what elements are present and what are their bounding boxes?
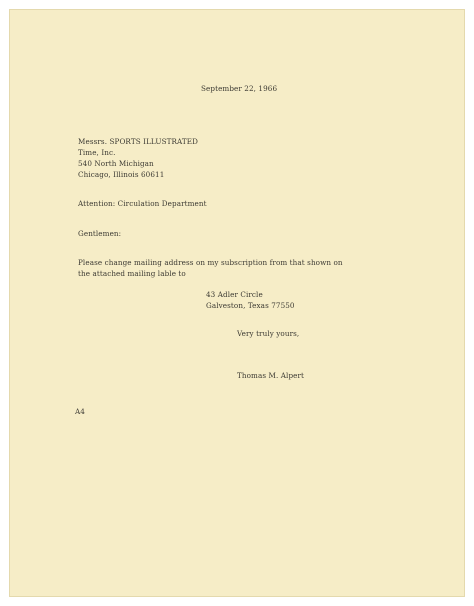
recipient-line-3: 540 North Michigan — [78, 159, 154, 168]
new-address-line-1: 43 Adler Circle — [206, 290, 263, 299]
body-line-1: Please change mailing address on my subscription from that shown on — [78, 258, 343, 267]
signature-name: Thomas M. Alpert — [237, 371, 305, 380]
body-line-2: the attached mailing lable to — [78, 269, 186, 278]
recipient-line-2: Time, Inc. — [78, 148, 116, 157]
new-address-line-2: Galveston, Texas 77550 — [206, 301, 295, 310]
attention-line: Attention: Circulation Department — [78, 199, 207, 208]
reference-initials: A4 — [75, 407, 85, 416]
salutation: Gentlemen: — [78, 229, 122, 238]
closing: Very truly yours, — [237, 329, 300, 338]
letter-date: September 22, 1966 — [201, 84, 278, 93]
recipient-line-4: Chicago, Illinois 60611 — [78, 170, 165, 179]
recipient-line-1: Messrs. SPORTS ILLUSTRATED — [78, 137, 199, 146]
letter-page — [9, 9, 465, 597]
